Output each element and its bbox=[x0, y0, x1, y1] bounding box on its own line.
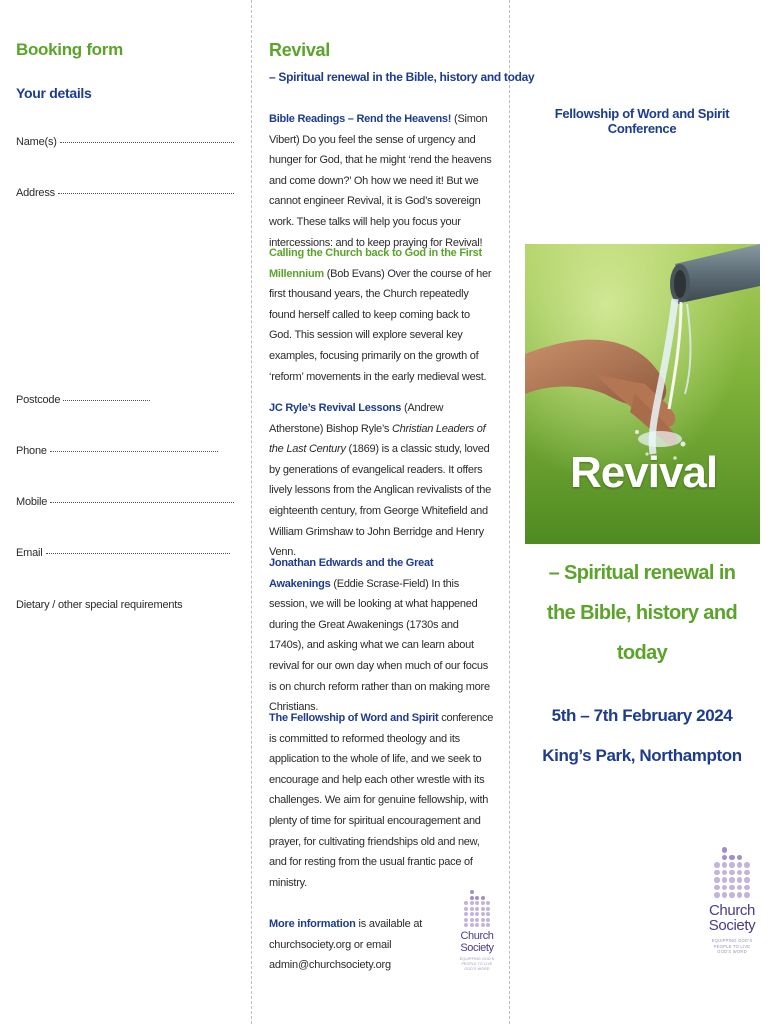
logo-tagline: EQUIPPING GOD’S PEOPLE TO LIVE GOD’S WORD bbox=[459, 957, 495, 971]
postcode-field[interactable] bbox=[16, 394, 150, 406]
phone-field[interactable] bbox=[16, 445, 218, 457]
booking-form-title: Booking form bbox=[16, 40, 123, 59]
logo-dot bbox=[464, 901, 468, 905]
dietary-line-2[interactable] bbox=[16, 704, 234, 705]
logo-dot bbox=[729, 855, 735, 861]
more-information bbox=[269, 914, 449, 976]
logo-name: Church Society bbox=[460, 930, 494, 954]
postcode-label: Postcode bbox=[16, 394, 61, 406]
session-body-post: (1869) is a classic study, loved by generations of evangelical readers. It offers lively lessons from the Anglican revivalists of the eighteenth century, from George Whitefield and William Grimshaw to John Berridge and Henry Venn. bbox=[269, 443, 492, 559]
logo-dot-grid bbox=[714, 847, 750, 898]
logo-dot bbox=[464, 918, 468, 922]
logo-dot-grid bbox=[464, 890, 490, 927]
logo-dot bbox=[486, 907, 490, 911]
logo-dot bbox=[722, 847, 728, 853]
logo-tagline: EQUIPPING GOD’S PEOPLE TO LIVE GOD’S WORD bbox=[711, 938, 753, 955]
logo-dot bbox=[714, 877, 720, 883]
logo-dot bbox=[744, 885, 750, 891]
logo-name: Church Society bbox=[708, 901, 756, 935]
more-info-body: is available at churchsociety.org or email admin@churchsociety.org bbox=[269, 918, 423, 972]
logo-dot bbox=[714, 862, 720, 868]
church-society-logo-small bbox=[452, 890, 502, 971]
session-first-millennium bbox=[269, 243, 494, 387]
cover-panel bbox=[524, 0, 760, 1024]
dietary-line-3[interactable] bbox=[16, 756, 234, 757]
session-title: Calling the Church back to God in the First Millennium bbox=[269, 247, 482, 280]
logo-dot bbox=[464, 912, 468, 916]
logo-dot bbox=[464, 907, 468, 911]
revival-subheading: – Spiritual renewal in the Bible, history and today bbox=[269, 70, 535, 84]
event-dates: 5th – 7th February 2024 bbox=[551, 706, 733, 725]
logo-dot bbox=[481, 901, 485, 905]
logo-dot bbox=[737, 855, 743, 861]
logo-dot bbox=[722, 870, 728, 876]
church-society-logo bbox=[708, 847, 756, 955]
logo-dot bbox=[729, 885, 735, 891]
logo-dot bbox=[486, 918, 490, 922]
logo-dot bbox=[722, 862, 728, 868]
logo-dot bbox=[470, 923, 474, 927]
dietary-field-label bbox=[16, 599, 234, 611]
email-label: Email bbox=[16, 547, 43, 559]
session-speaker: (Bob Evans) bbox=[326, 267, 385, 280]
logo-dot bbox=[729, 862, 735, 868]
session-bible-readings bbox=[269, 109, 494, 253]
logo-dot bbox=[470, 907, 474, 911]
email-field[interactable] bbox=[16, 547, 230, 559]
session-body: In this session, we will be looking at what happened during the Great Awakenings (1730s and 1740s), and asking what we can learn about revival for our own day when much of our focus is on church reform rather than on making more Christians. bbox=[269, 577, 490, 714]
session-title: JC Ryle’s Revival Lessons bbox=[269, 402, 402, 414]
logo-dot bbox=[486, 912, 490, 916]
your-details-heading: Your details bbox=[16, 85, 92, 101]
session-speaker: (Eddie Scrase-Field) bbox=[333, 577, 429, 590]
dietary-line-1[interactable] bbox=[16, 652, 234, 653]
address-line-4[interactable] bbox=[16, 342, 234, 343]
logo-dot bbox=[737, 870, 743, 876]
cover-photo bbox=[525, 244, 760, 544]
logo-dot bbox=[722, 892, 728, 898]
logo-dot bbox=[714, 892, 720, 898]
logo-dot bbox=[470, 918, 474, 922]
fellowship-title: The Fellowship of Word and Spirit bbox=[269, 712, 439, 724]
name-field[interactable] bbox=[16, 136, 234, 148]
logo-dot bbox=[470, 912, 474, 916]
logo-dot bbox=[481, 923, 485, 927]
revival-heading: Revival bbox=[269, 40, 330, 60]
mobile-label: Mobile bbox=[16, 496, 48, 508]
mobile-field[interactable] bbox=[16, 496, 234, 508]
logo-dot bbox=[470, 901, 474, 905]
hands-water-image bbox=[525, 244, 760, 544]
session-body: Do you feel the sense of urgency and hunger for God, that he might ‘rend the heavens and come down?’ Oh how we need it! But we cannot engineer Revival, it is God’s sovereign work. These talks will help you focus your intercessions: and to keep praying for Revival! bbox=[269, 133, 492, 249]
logo-dot bbox=[744, 892, 750, 898]
session-body: Over the course of her first thousand years, the Church repeatedly found herself called to keep coming back to God. This session will explore several key examples, focusing primarily on the growth of ‘reform’ movements in the early medieval west. bbox=[269, 267, 492, 383]
logo-dot bbox=[744, 877, 750, 883]
logo-dot bbox=[714, 885, 720, 891]
booking-form-panel bbox=[16, 0, 236, 1024]
logo-dot bbox=[722, 855, 728, 861]
fellowship-description bbox=[269, 708, 494, 893]
logo-dot bbox=[486, 901, 490, 905]
logo-dot bbox=[475, 901, 479, 905]
logo-dot bbox=[737, 885, 743, 891]
session-speaker: (Andrew Atherstone) bbox=[269, 402, 444, 435]
logo-dot bbox=[481, 896, 485, 900]
logo-dot bbox=[475, 907, 479, 911]
session-jonathan-edwards bbox=[269, 553, 494, 718]
event-venue: King’s Park, Northampton bbox=[542, 746, 742, 765]
logo-dot bbox=[475, 918, 479, 922]
fellowship-body: conference is committed to reformed theology and its application to the whole of life, and we seek to encourage and help each other wrestle with its challenges. We aim for genuine fellowship, with plenty of time for spiritual encouragement and prayer, for cultivating friendships old and new, and for resting from the usual frantic pace of ministry. bbox=[269, 712, 494, 889]
cover-photo-title: Revival bbox=[570, 448, 718, 497]
logo-dot bbox=[470, 896, 474, 900]
fold-line-left bbox=[251, 0, 252, 1024]
logo-dot bbox=[475, 912, 479, 916]
logo-dot bbox=[481, 907, 485, 911]
logo-dot bbox=[464, 923, 468, 927]
logo-dot bbox=[481, 912, 485, 916]
logo-dot bbox=[481, 918, 485, 922]
logo-dot bbox=[475, 896, 479, 900]
logo-dot bbox=[737, 877, 743, 883]
logo-dot bbox=[722, 877, 728, 883]
logo-dot bbox=[714, 870, 720, 876]
session-title: Bible Readings – Rend the Heavens! bbox=[269, 113, 452, 125]
name-label: Name(s) bbox=[16, 136, 57, 148]
logo-dot bbox=[737, 862, 743, 868]
logo-dot bbox=[722, 885, 728, 891]
programme-panel bbox=[269, 0, 535, 1024]
address-line-3[interactable] bbox=[16, 290, 234, 291]
logo-dot bbox=[729, 877, 735, 883]
session-jc-ryle bbox=[269, 398, 494, 563]
logo-dot bbox=[486, 923, 490, 927]
phone-label: Phone bbox=[16, 445, 47, 457]
session-title: Jonathan Edwards and the Great Awakenings bbox=[269, 557, 434, 590]
address-line-2[interactable] bbox=[16, 238, 234, 239]
more-info-title: More information bbox=[269, 918, 356, 930]
address-field[interactable] bbox=[16, 187, 234, 199]
logo-dot bbox=[729, 870, 735, 876]
conference-name: Fellowship of Word and Spirit Conference bbox=[554, 106, 730, 136]
logo-dot bbox=[744, 870, 750, 876]
dietary-label: Dietary / other special requirements bbox=[16, 599, 183, 611]
logo-dot bbox=[475, 923, 479, 927]
logo-dot bbox=[744, 862, 750, 868]
book-title: Christian Leaders of the Last Century bbox=[269, 422, 486, 456]
cover-subtitle-line-2: the Bible, history and today bbox=[546, 602, 738, 664]
logo-dot bbox=[737, 892, 743, 898]
session-body-pre: Bishop Ryle’s bbox=[325, 422, 392, 435]
logo-dot bbox=[470, 890, 474, 894]
session-speaker: (Simon Vibert) bbox=[269, 113, 488, 146]
cover-subtitle-line-1: – Spiritual renewal in bbox=[548, 562, 736, 584]
fold-line-right bbox=[509, 0, 510, 1024]
logo-dot bbox=[729, 892, 735, 898]
address-label: Address bbox=[16, 187, 55, 199]
